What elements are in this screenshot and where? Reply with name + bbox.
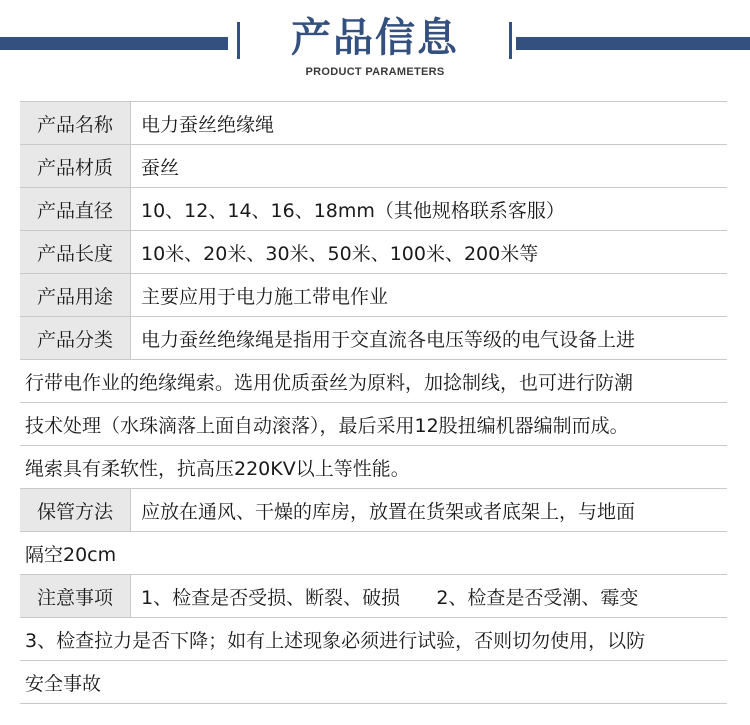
table-row <box>20 274 727 317</box>
row-continuation: 安全事故 <box>20 661 727 704</box>
table-row <box>20 145 727 188</box>
row-continuation: 隔空20cm <box>20 532 727 575</box>
row-label: 注意事项 <box>20 575 131 617</box>
row-value: 电力蚕丝绝缘绳 <box>141 113 275 136</box>
decorative-bar-right <box>516 37 750 50</box>
header <box>0 0 750 96</box>
row-continuation: 技术处理（水珠滴落上面自动滚落），最后采用12股扭编机器编制而成。 <box>20 403 727 446</box>
row-value: 应放在通风、干燥的库房，放置在货架或者底架上，与地面 <box>141 500 636 523</box>
row-continuation: 3、检查拉力是否下降；如有上述现象必须进行试验，否则切勿使用，以防 <box>20 618 727 661</box>
row-value: 电力蚕丝绝缘绳是指用于交直流各电压等级的电气设备上进 <box>141 328 636 351</box>
row-value: 蚕丝 <box>141 156 180 179</box>
row-continuation: 行带电作业的绝缘绳索。选用优质蚕丝为原料，加捻制线，也可进行防潮 <box>20 360 727 403</box>
row-label: 产品直径 <box>20 188 131 230</box>
row-label: 产品材质 <box>20 145 131 187</box>
table-row <box>20 575 727 618</box>
row-label: 保管方法 <box>20 489 131 531</box>
row-value: 1、检查是否受损、断裂、破损 2、检查是否受潮、霉变 <box>141 586 639 609</box>
table-row <box>20 317 727 360</box>
table-row <box>20 231 727 274</box>
row-label: 产品用途 <box>20 274 131 316</box>
row-label: 产品分类 <box>20 317 131 359</box>
decorative-tick-right <box>509 22 512 59</box>
row-label: 产品长度 <box>20 231 131 273</box>
page-subtitle: PRODUCT PARAMETERS <box>305 66 445 78</box>
row-value: 10米、20米、30米、50米、100米、200米等 <box>141 242 539 265</box>
parameter-table <box>20 101 727 704</box>
table-row <box>20 102 727 145</box>
table-row <box>20 489 727 532</box>
page-title: 产品信息 <box>291 15 459 61</box>
row-label: 产品名称 <box>20 102 131 144</box>
row-value: 10、12、14、16、18mm（其他规格联系客服） <box>141 199 565 222</box>
table-row <box>20 188 727 231</box>
row-value: 主要应用于电力施工带电作业 <box>141 285 389 308</box>
row-continuation: 绳索具有柔软性，抗高压220KV以上等性能。 <box>20 446 727 489</box>
